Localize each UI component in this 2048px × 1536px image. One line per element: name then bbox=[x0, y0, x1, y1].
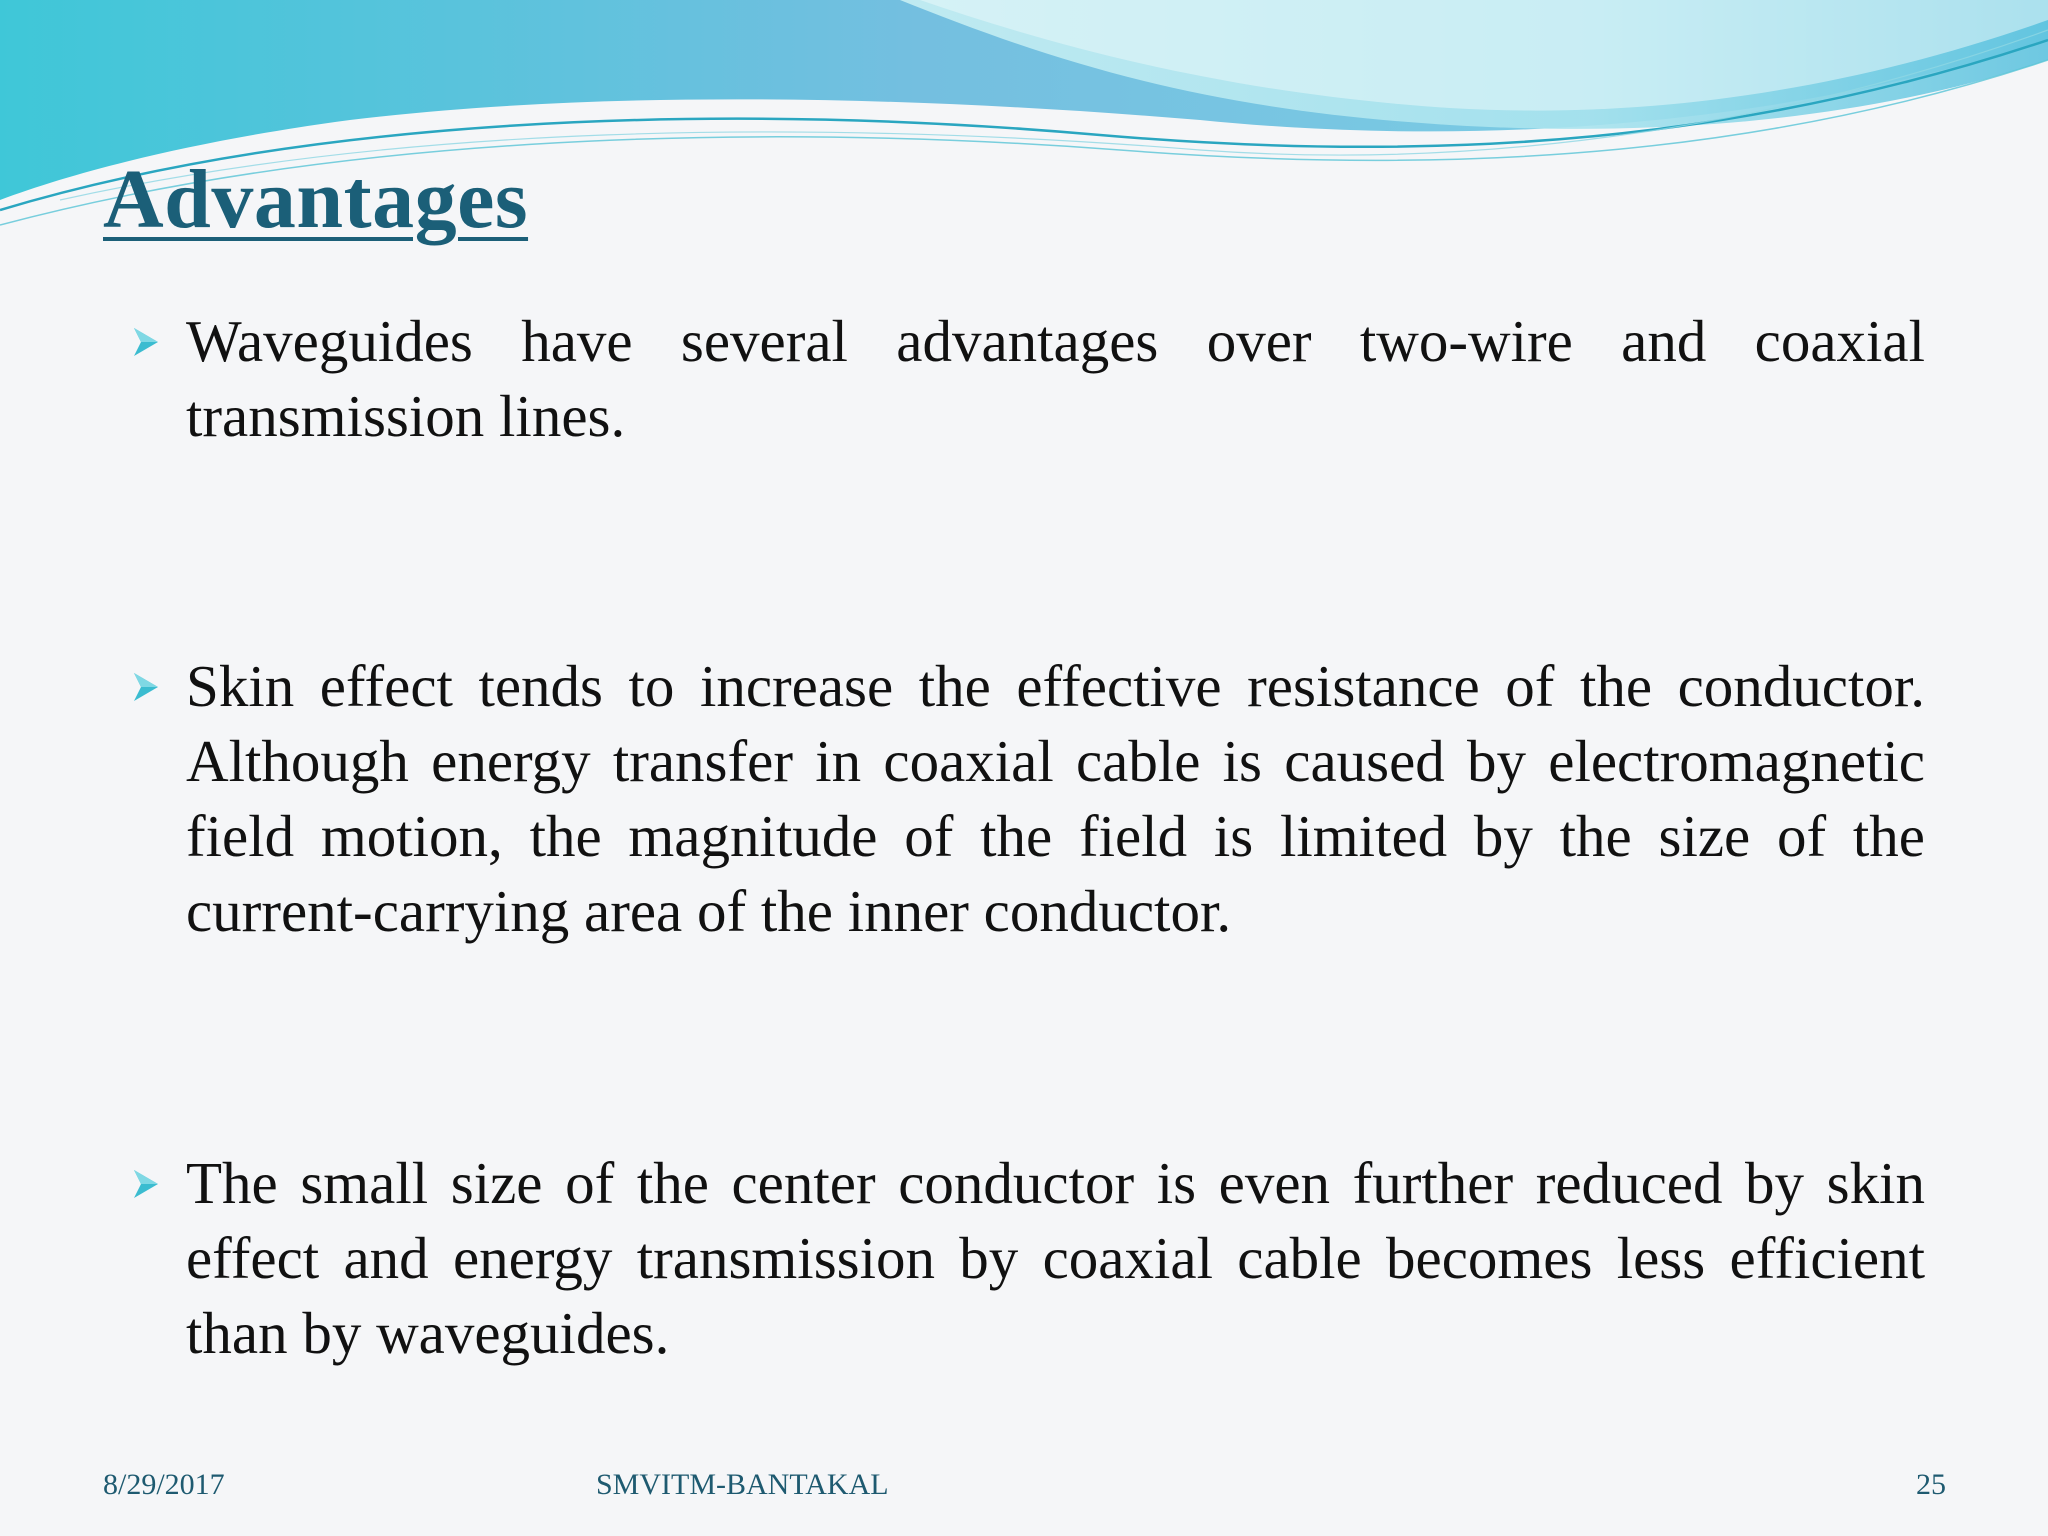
footer-date: 8/29/2017 bbox=[103, 1468, 225, 1501]
slide-title: Advantages bbox=[103, 153, 529, 246]
arrow-bullet-icon bbox=[130, 304, 186, 379]
footer-institution: SMVITM-BANTAKAL bbox=[596, 1468, 889, 1501]
bullet-text: The small size of the center conductor is even further reduced by skin effect and energy transmission by coaxial cable becomes less efficient than by waveguides. bbox=[186, 1150, 1925, 1366]
bullet-item bbox=[130, 304, 1925, 454]
bullet-text: Waveguides have several advantages over two-wire and coaxial transmission lines. bbox=[186, 308, 1925, 449]
footer-page-number: 25 bbox=[1916, 1468, 1946, 1501]
bullet-item bbox=[130, 649, 1925, 949]
arrow-bullet-icon bbox=[130, 1146, 186, 1221]
arrow-bullet-icon bbox=[130, 649, 186, 724]
bullet-item bbox=[130, 1146, 1925, 1371]
bullet-text: Skin effect tends to increase the effective resistance of the conductor. Although energy transfer in coaxial cable is caused by electromagnetic field motion, the magnitude of the field is limited by the size of the current-carrying area of the inner conductor. bbox=[186, 653, 1925, 944]
